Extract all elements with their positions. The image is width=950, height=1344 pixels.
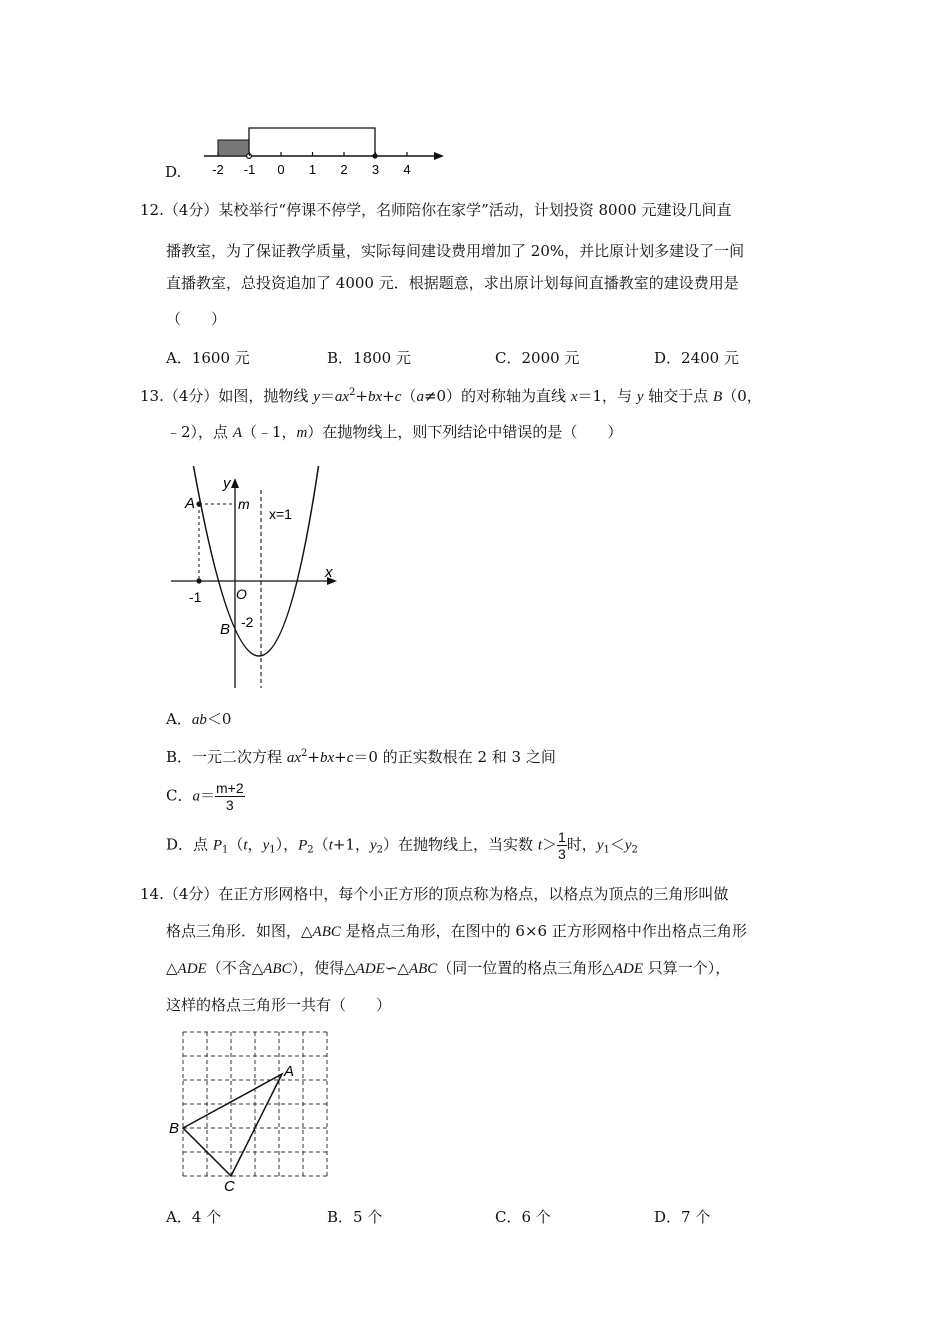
label-a: A	[284, 1063, 295, 1080]
number-line-arrow	[434, 152, 444, 160]
q12-line4: （ ）	[166, 310, 227, 328]
fraction-m-plus-2-over-3: $\frac{m+2}{3}$	[216, 780, 244, 813]
q12-option-b[interactable]: B．1800 元	[327, 349, 411, 367]
label-b: B	[220, 621, 231, 638]
interval-bracket	[249, 128, 375, 156]
tick-label: -2	[212, 162, 224, 177]
parabola-curve	[194, 466, 319, 656]
label-neg1: -1	[189, 589, 202, 605]
q14-line2: 格点三角形．如图，△ABC 是格点三角形，在图中的 6×6 正方形网格中作出格点三角形	[166, 922, 747, 940]
label-b: B	[169, 1120, 180, 1137]
q14-option-d[interactable]: D．7 个	[654, 1208, 711, 1226]
label-c: C	[224, 1178, 235, 1195]
q14-option-a[interactable]: A．4 个	[166, 1208, 222, 1226]
label-y: y	[223, 475, 231, 492]
y-axis-arrow	[231, 478, 239, 488]
q14-grid-figure	[165, 1025, 335, 1197]
label-m: m	[238, 496, 250, 512]
tick-label: 4	[403, 162, 411, 177]
grid-lines	[183, 1032, 327, 1176]
shaded-interval	[218, 140, 249, 156]
label-origin: O	[236, 586, 247, 602]
q13-option-c[interactable]: C．a＝ $\frac{m+2}{3}$	[166, 780, 244, 813]
q14-option-b[interactable]: B．5 个	[327, 1208, 383, 1226]
q13-line2: ﹣2），点 A（﹣1，m）在抛物线上，则下列结论中错误的是（ ）	[166, 423, 623, 441]
q14-number: 14.（4分）	[140, 885, 219, 903]
q12-option-a[interactable]: A．1600 元	[166, 349, 250, 367]
tick-label: 1	[308, 162, 317, 177]
tick-label: 3	[371, 162, 380, 177]
fraction-1-over-3: $\frac{1}{3}$	[558, 829, 566, 862]
label-neg2: -2	[241, 614, 254, 630]
q11-number-line	[200, 118, 450, 182]
tick-label: -1	[243, 162, 256, 177]
q12-line1: 12.（4分）某校举行“停课不停学，名师陪你在家学”活动，计划投资 8000 元建设几间直	[140, 201, 732, 219]
label-x: x	[325, 564, 333, 581]
q14-option-c[interactable]: C．6 个	[495, 1208, 551, 1226]
q13-line1: 13.（4分）如图，抛物线 $y=ax^2+bx+c(a\ne 0)$的对称轴为直线 x＝1，与 y 轴交于点 B（0，	[140, 387, 762, 405]
q12-number: 12.（4分）	[140, 201, 219, 219]
triangle-abc	[183, 1074, 282, 1176]
q12-line3: 直播教室，总投资追加了 4000 元．根据题意，求出原计划每间直播教室的建设费用是	[166, 274, 739, 292]
q13-option-b[interactable]: B．一元二次方程 $ax^2+bx+c=0$ 的正实数根在 2 和 3 之间	[166, 748, 556, 766]
q11-option-d-label: D.	[165, 163, 182, 181]
label-a: A	[185, 495, 196, 512]
q13-option-a[interactable]: A．ab＜0	[166, 710, 232, 728]
q12-option-d[interactable]: D．2400 元	[654, 349, 739, 367]
q13-parabola-graph	[165, 460, 345, 692]
q12-line2: 播教室，为了保证教学质量，实际每间建设费用增加了 20%，并比原计划多建设了一间	[166, 242, 745, 260]
point-a	[196, 501, 201, 506]
tick-label: 2	[340, 162, 348, 177]
q13-option-d[interactable]: D．点 $P_1(t$，$y_1$），$P_2(t+1$，$y_2$）在抛物线上，当实数 t＞ $\frac{1}{3}$ 时，$y_1<y_2$	[166, 829, 638, 862]
q14-line3: △ADE（不含△ABC），使得△ADE∽△ABC（同一位置的格点三角形△ADE 只算一个），	[166, 959, 731, 977]
q14-line4: 这样的格点三角形一共有（ ）	[166, 996, 392, 1014]
q12-option-c[interactable]: C．2000 元	[495, 349, 580, 367]
point-neg1	[196, 578, 201, 583]
q14-line1: 14.（4分）在正方形网格中，每个小正方形的顶点称为格点，以格点为顶点的三角形叫做	[140, 885, 729, 903]
tick-label: 0	[277, 162, 285, 177]
q13-number: 13.（4分）	[140, 387, 219, 405]
label-x-equals-1: x=1	[269, 506, 292, 522]
